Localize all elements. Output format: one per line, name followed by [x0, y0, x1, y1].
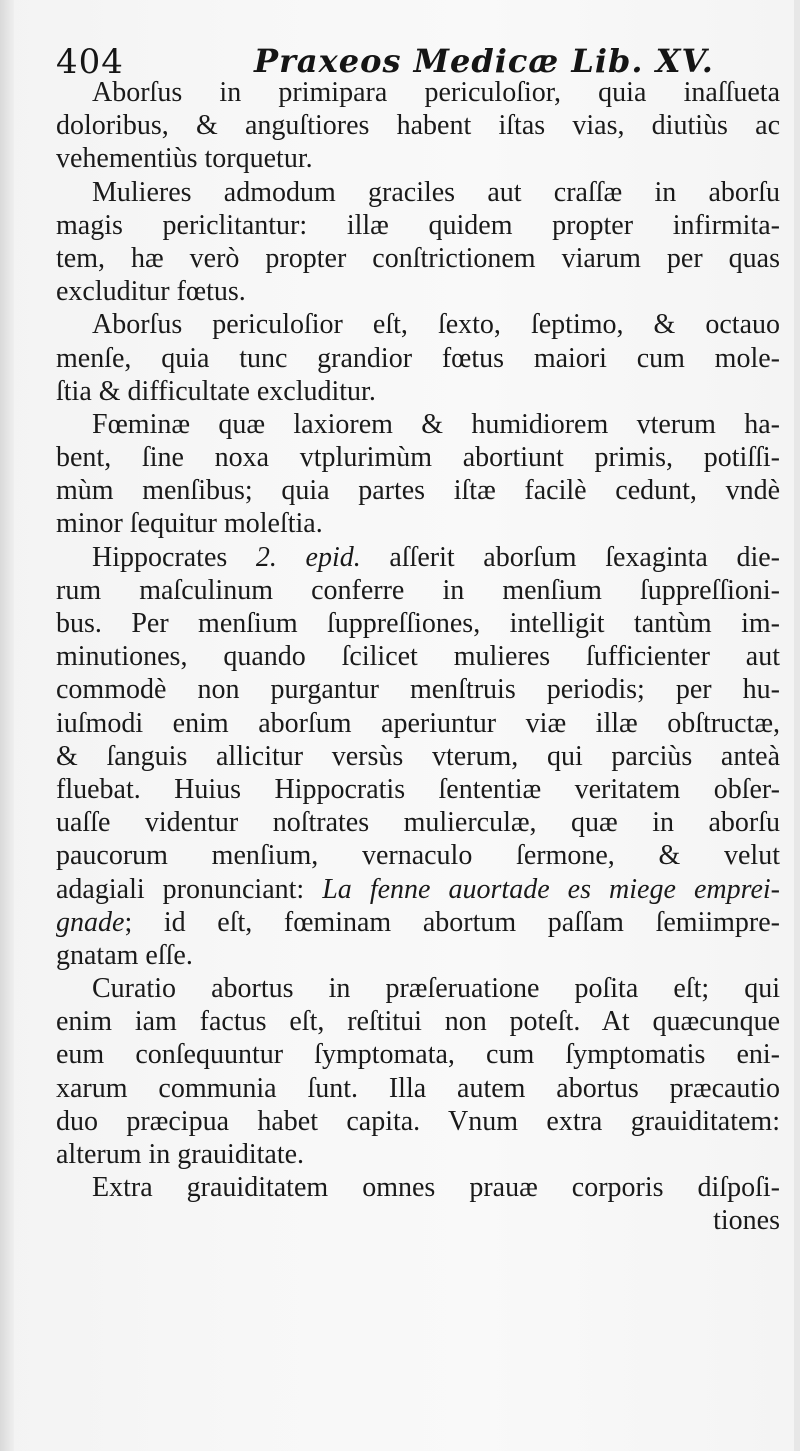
text-line: rum maſculinum conferre in menſium ſuppreſſioni-: [56, 574, 780, 606]
body-text: [56, 76, 780, 1238]
text-line: commodè non purgantur menſtruis periodis; per hu-: [56, 674, 780, 706]
text-line: gnade; id eſt, fœminam abortum paſſam ſemiimpre-: [56, 906, 780, 938]
text-line: excluditur fœtus.: [56, 276, 246, 308]
text-line: enim iam factus eſt, reſtitui non poteſt. At quæcunque: [56, 1006, 780, 1038]
text-line: Hippocrates 2. epid. aſſerit aborſum ſexaginta die-: [92, 541, 780, 573]
text-line: doloribus, & anguſtiores habent iſtas vias, diutiùs ac: [56, 110, 780, 142]
text-line: vehementiùs torquetur.: [56, 143, 313, 175]
page-edge: [794, 0, 800, 1451]
text-line: ſtia & difficultate excluditur.: [56, 375, 376, 407]
text-line: Fœminæ quæ laxiorem & humidiorem vterum ha-: [92, 408, 780, 440]
text-line: menſe, quia tunc grandior fœtus maiori cum mole-: [56, 342, 780, 374]
text-line: bent, ſine noxa vtplurimùm abortiunt primis, potiſſi-: [56, 442, 780, 474]
text-line: Curatio abortus in præſeruatione poſita eſt; qui: [92, 973, 780, 1005]
text-line: fluebat. Huius Hippocratis ſententiæ veritatem obſer-: [56, 773, 780, 805]
text-line: paucorum menſium, vernaculo ſermone, & velut: [56, 840, 780, 872]
page-number: 404: [56, 42, 124, 82]
running-title: Praxeos Medicæ Lib. XV.: [254, 42, 714, 80]
text-line: alterum in grauiditate.: [56, 1139, 305, 1170]
text-line: Mulieres admodum graciles aut craſſæ in aborſu: [92, 176, 780, 208]
catchword: tiones: [713, 1205, 780, 1237]
text-line: Extra grauiditatem omnes prauæ corporis diſpoſi-: [92, 1172, 780, 1204]
text-line: mùm menſibus; quia partes iſtæ facilè cedunt, vndè: [56, 475, 780, 507]
page-gutter-shadow: [0, 0, 14, 1451]
text-line: minor ſequitur moleſtia.: [56, 508, 323, 540]
text-line: gnatam eſſe.: [56, 939, 193, 971]
text-line: Aborſus periculoſior eſt, ſexto, ſeptimo, & octauo: [92, 309, 780, 341]
text-line: minutiones, quando ſcilicet mulieres ſufficienter aut: [56, 641, 780, 673]
text-line: & ſanguis allicitur versùs vterum, qui parciùs anteà: [56, 740, 780, 772]
text-line: Aborſus in primipara periculoſior, quia inaſſueta: [92, 77, 780, 108]
text-line: xarum communia ſunt. Illa autem abortus præcautio: [56, 1072, 780, 1104]
text-line: duo præcipua habet capita. Vnum extra grauiditatem:: [56, 1105, 780, 1137]
text-line: bus. Per menſium ſuppreſſiones, intelligit tantùm im-: [56, 608, 780, 639]
text-line: uaſſe videntur noſtrates mulierculæ, quæ in aborſu: [56, 807, 780, 839]
text-line: iuſmodi enim aborſum aperiuntur viæ illæ obſtructæ,: [56, 707, 780, 739]
text-line: adagiali pronunciant: La fenne auortade es miege emprei-: [56, 873, 780, 905]
text-line: magis periclitantur: illæ quidem propter infirmita-: [56, 209, 780, 241]
text-line: tem, hæ verò propter conſtrictionem viarum per quas: [56, 242, 780, 274]
text-line: eum conſequuntur ſymptomata, cum ſymptomatis eni-: [56, 1039, 780, 1071]
